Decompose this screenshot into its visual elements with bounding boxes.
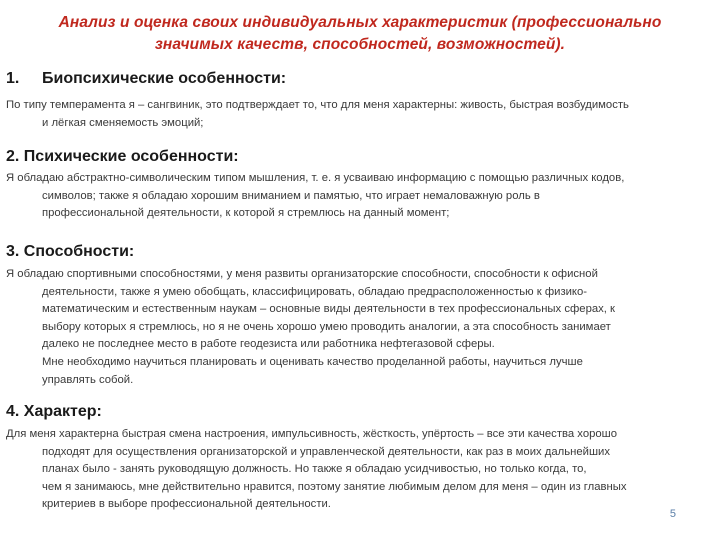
section-heading-character: 4. Характер: — [6, 403, 102, 420]
section-heading-psychic: 2. Психические особенности: — [6, 148, 239, 165]
body-line: критериев в выборе профессиональной деятельности. — [42, 498, 331, 511]
section-heading-text: Биопсихические особенности: — [42, 70, 287, 87]
section-heading-abilities: 3. Способности: — [6, 243, 135, 260]
body-line: подходят для осуществления организаторской и управленческой деятельности, как раз в моих дальнейших — [42, 445, 610, 458]
body-line: Я обладаю абстрактно-символическим типом мышления, т. е. я усваиваю информацию с помощью различных кодов, — [6, 172, 625, 184]
body-line: управлять собой. — [42, 373, 134, 386]
body-line: математическим и естественным наукам – основные виды деятельности в тех профессиональных сферах, к — [42, 303, 616, 316]
body-line: и лёгкая сменяемость эмоций; — [42, 116, 204, 129]
section-body-character — [6, 426, 716, 514]
body-line: Мне необходимо научиться планировать и оценивать качество проделанной работы, научиться лучше — [42, 355, 583, 368]
section-body-abilities — [6, 266, 716, 389]
section-heading-biopsychic — [6, 70, 286, 88]
body-line: Я обладаю спортивными способностями, у меня развиты организаторские способности, способности к офисной — [6, 268, 598, 280]
section-body-psychic — [6, 170, 716, 223]
body-line: Для меня характерна быстрая смена настроения, импульсивность, жёсткость, упёртость – все эти качества хорошо — [6, 428, 618, 440]
slide-title: Анализ и оценка своих индивидуальных характеристик (профессионально значимых качеств, способностей, возможностей). — [58, 14, 662, 53]
body-line: выбору которых я стремлюсь, но я не очень хорошо умею проводить аналогии, а эта способность занимает — [42, 320, 611, 333]
section-body-biopsychic — [6, 97, 716, 132]
body-line: деятельности, также я умею обобщать, классифицировать, обладаю предрасположенностью к физико- — [42, 285, 588, 298]
body-line: чем я занимаюсь, мне действительно нравится, поэтому занятие любимым делом для меня – один из главных — [42, 480, 627, 493]
body-line: профессиональной деятельности, к которой я стремлюсь на данный момент; — [42, 207, 450, 220]
body-line: далеко не последнее место в работе геодезиста или работника нефтегазовой сферы. — [42, 338, 495, 351]
body-line: планах было - занять руководящую должность. Но также я обладаю усидчивостью, но только когда, то, — [42, 463, 587, 476]
section-number: 1. — [6, 70, 20, 87]
body-line: По типу темперамента я – сангвиник, это подтверждает то, что для меня характерны: живость, быстрая возбудимость — [6, 99, 629, 111]
page-number: 5 — [669, 508, 676, 520]
body-line: символов; также я обладаю хорошим вниманием и памятью, что играет немаловажную роль в — [42, 189, 540, 202]
